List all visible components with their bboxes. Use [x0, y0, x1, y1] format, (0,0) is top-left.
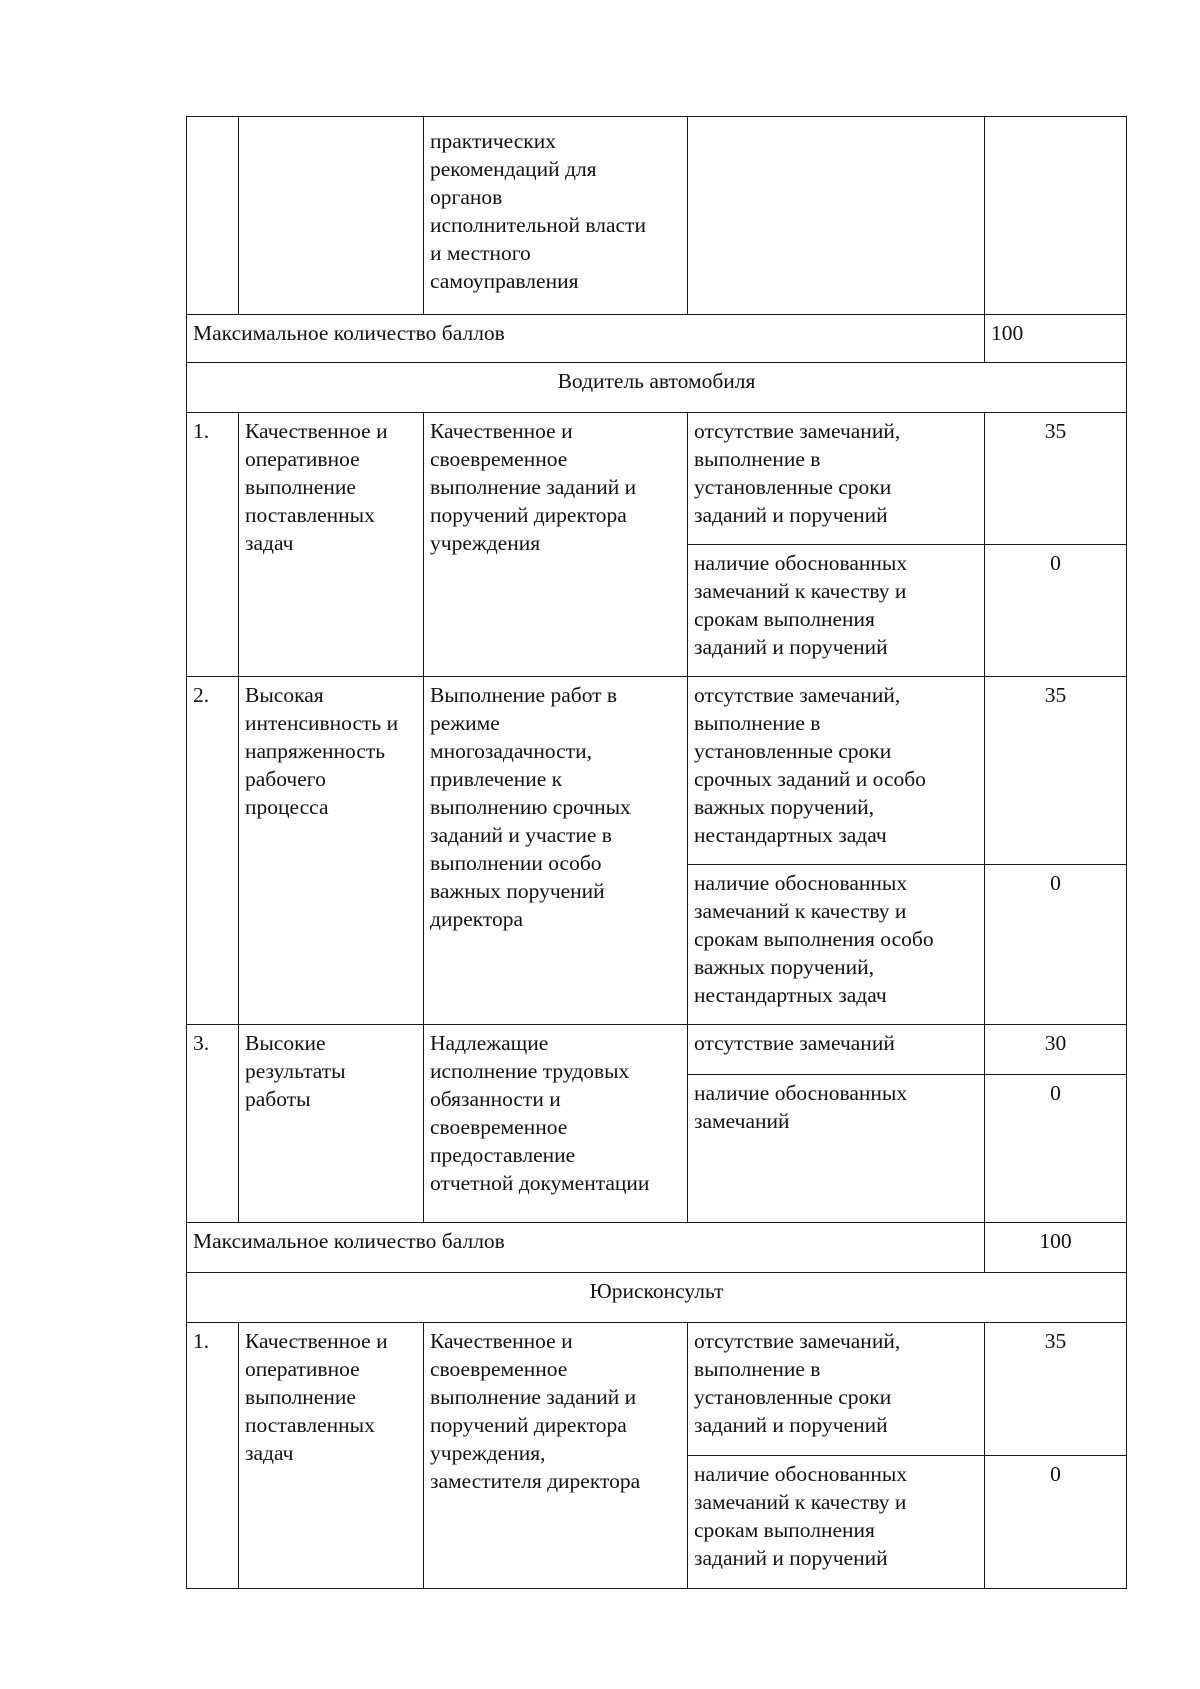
description-cell: практических рекомендаций для органов исполнительной власти и местного самоуправления [424, 117, 688, 315]
section-header-driver [187, 363, 1127, 413]
score-cell [985, 117, 1127, 315]
criterion-cell: Высокие результаты работы [239, 1025, 424, 1223]
condition-cell: отсутствие замечаний, выполнение в установленные сроки срочных заданий и особо важных поручений, нестандартных задач [688, 677, 985, 865]
table-row [187, 1025, 1127, 1075]
condition-cell: наличие обоснованных замечаний к качеству и срокам выполнения заданий и поручений [688, 545, 985, 677]
row-number: 1. [187, 1323, 239, 1589]
section-title: Водитель автомобиля [187, 363, 1127, 413]
condition-cell: наличие обоснованных замечаний к качеству и срокам выполнения заданий и поручений [688, 1456, 985, 1589]
max-points-row [187, 315, 1127, 363]
row-number: 2. [187, 677, 239, 1025]
score-cell: 0 [985, 1075, 1127, 1223]
condition-cell [688, 117, 985, 315]
criterion-cell [239, 117, 424, 315]
score-cell: 0 [985, 865, 1127, 1025]
criterion-cell: Качественное и оперативное выполнение поставленных задач [239, 1323, 424, 1589]
table-row [187, 1323, 1127, 1456]
table-row [187, 413, 1127, 545]
section-title: Юрисконсульт [187, 1273, 1127, 1323]
description-cell: Выполнение работ в режиме многозадачности, привлечение к выполнению срочных заданий и участие в выполнении особо важных поручений директора [424, 677, 688, 1025]
section-header-lawyer [187, 1273, 1127, 1323]
description-cell: Качественное и своевременное выполнение заданий и поручений директора учреждения [424, 413, 688, 677]
score-cell: 0 [985, 545, 1127, 677]
max-points-value: 100 [985, 1223, 1127, 1273]
criterion-cell: Качественное и оперативное выполнение поставленных задач [239, 413, 424, 677]
max-points-label: Максимальное количество баллов [187, 1223, 985, 1273]
table-row [187, 677, 1127, 865]
number-cell [187, 117, 239, 315]
max-points-label: Максимальное количество баллов [187, 315, 985, 363]
description-cell: Надлежащие исполнение трудовых обязанности и своевременное предоставление отчетной документации [424, 1025, 688, 1223]
row-number: 1. [187, 413, 239, 677]
condition-cell: отсутствие замечаний, выполнение в установленные сроки заданий и поручений [688, 1323, 985, 1456]
score-cell: 0 [985, 1456, 1127, 1589]
criterion-cell: Высокая интенсивность и напряженность рабочего процесса [239, 677, 424, 1025]
condition-cell: отсутствие замечаний [688, 1025, 985, 1075]
score-cell: 35 [985, 413, 1127, 545]
score-cell: 35 [985, 677, 1127, 865]
max-points-row [187, 1223, 1127, 1273]
condition-cell: наличие обоснованных замечаний [688, 1075, 985, 1223]
continuation-row [187, 117, 1127, 315]
description-cell: Качественное и своевременное выполнение заданий и поручений директора учреждения, заместителя директора [424, 1323, 688, 1589]
max-points-value: 100 [985, 315, 1127, 363]
criteria-table [186, 116, 1127, 1589]
score-cell: 30 [985, 1025, 1127, 1075]
row-number: 3. [187, 1025, 239, 1223]
condition-cell: отсутствие замечаний, выполнение в установленные сроки заданий и поручений [688, 413, 985, 545]
score-cell: 35 [985, 1323, 1127, 1456]
condition-cell: наличие обоснованных замечаний к качеству и срокам выполнения особо важных поручений, нестандартных задач [688, 865, 985, 1025]
